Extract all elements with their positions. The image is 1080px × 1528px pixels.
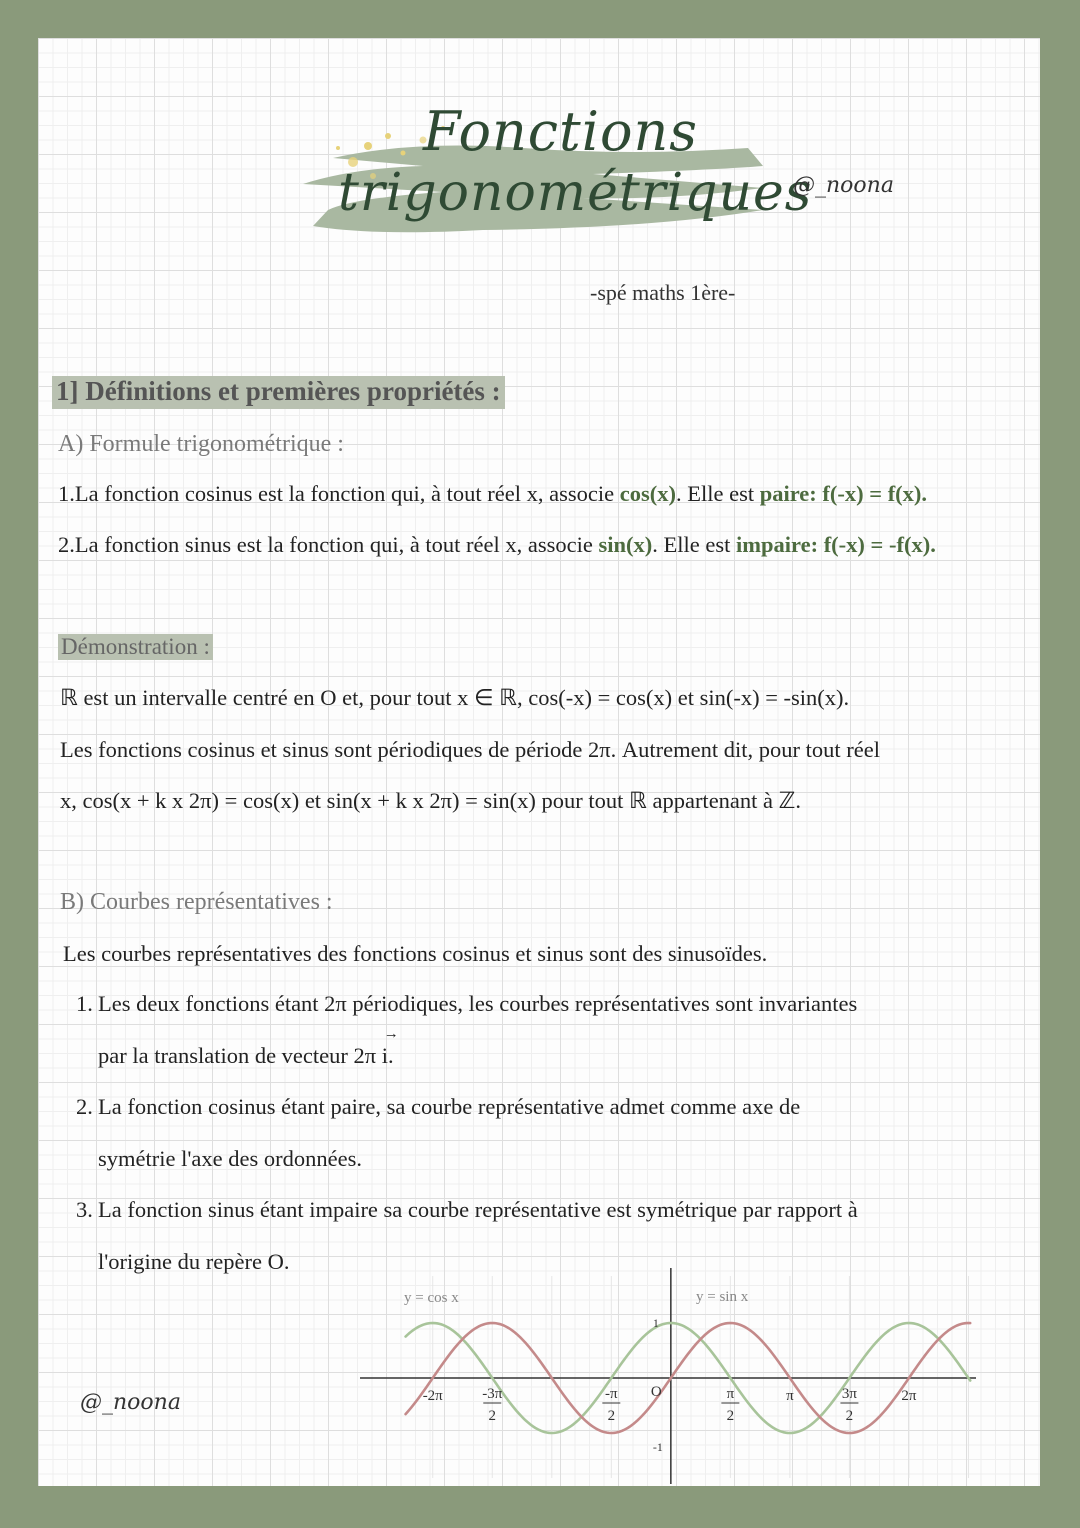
tick-label-denominator: 2 [726,1408,735,1424]
vector-arrow: → [383,1026,399,1042]
author-handle-bottom: @_noona [80,1390,181,1415]
subtitle: -spé maths 1ère- [590,280,736,305]
section-1-heading: 1] Définitions et premières propriétés : [52,376,505,409]
sine-mid: . Elle est [652,532,736,557]
tick-label-numerator: π [726,1386,735,1402]
list-number-2: 2. [76,1094,93,1119]
tick-label-denominator: 2 [607,1408,616,1424]
legend-sin: y = sin x [696,1289,749,1305]
list-number-1: 1. [76,991,93,1016]
tick-label-numerator: 3π [841,1386,857,1402]
notebook-page [38,38,1040,1486]
y-tick-label: -1 [652,1440,663,1454]
tick-label-numerator: -π [605,1386,618,1402]
author-handle-top: @_noona [793,173,894,198]
demo-line-2: Les fonctions cosinus et sinus sont périodiques de période 2π. Autrement dit, pour tout réel [60,737,880,762]
demo-line-3: x, cos(x + k x 2π) = cos(x) et sin(x + k x 2π) = sin(x) pour tout ℝ appartenant à ℤ. [60,788,802,813]
title-line-1: Fonctions [423,100,699,163]
curves-intro: Les courbes représentatives des fonctions cosinus et sinus sont des sinusoïdes. [63,941,768,966]
list-item-3-continued: l'origine du repère O. [98,1249,290,1274]
tick-label-denominator: 2 [488,1408,497,1424]
sine-definition [58,532,936,558]
tick-label-numerator: -3π [482,1386,503,1402]
demo-line-1: ℝ est un intervalle centré en O et, pour tout x ∈ ℝ, cos(-x) = cos(x) et sin(-x) = -sin(x). [60,685,850,710]
list-item-2-continued: symétrie l'axe des ordonnées. [98,1146,362,1171]
list-item-2-text: La fonction cosinus étant paire, sa courbe représentative admet comme axe de [98,1094,801,1119]
list-number-3: 3. [76,1197,93,1222]
subsection-a-heading: A) Formule trigonométrique : [58,431,344,457]
list-item-3-text: La fonction sinus étant impaire sa courbe représentative est symétrique par rapport à [98,1197,858,1222]
even-property: paire: f(-x) = f(x). [759,481,928,506]
cos-function: cos(x) [619,481,676,506]
trig-chart [356,1266,980,1486]
tick-label: π [786,1388,794,1404]
sine-definition-text: 2.La fonction sinus est la fonction qui, à tout réel x, associe [58,532,599,557]
demonstration-label: Démonstration : [58,634,213,660]
cosine-definition-text: 1.La fonction cosinus est la fonction qui, à tout réel x, associe [58,481,620,506]
tick-label-denominator: 2 [845,1408,854,1424]
title-line-2: trigonométriques [338,163,813,223]
odd-property: impaire: f(-x) = -f(x). [736,532,936,557]
tick-label-origin: O [650,1384,662,1400]
list-item-1-text: Les deux fonctions étant 2π périodiques, les courbes représentatives sont invariantes [98,991,858,1016]
y-tick-label: 1 [652,1316,659,1330]
chart-gridlines [433,1276,969,1478]
list-item-1 [76,991,857,1017]
tick-label: -2π [422,1388,443,1404]
cosine-mid: . Elle est [675,481,760,506]
subsection-b-heading: B) Courbes représentatives : [60,889,333,915]
tick-label: 2π [901,1388,917,1404]
list-item-1-continued [98,1026,399,1069]
list-item-1-text-b: par la translation de vecteur 2π [98,1043,382,1068]
cosine-definition [58,481,927,507]
sin-function: sin(x) [598,532,653,557]
list-item-2 [76,1094,800,1120]
list-item-3 [76,1197,858,1223]
list-item-1-end: . [388,1043,394,1068]
vector-i-letter: i [381,1043,389,1068]
vector-i [381,1026,399,1068]
legend-cos: y = cos x [404,1290,459,1306]
